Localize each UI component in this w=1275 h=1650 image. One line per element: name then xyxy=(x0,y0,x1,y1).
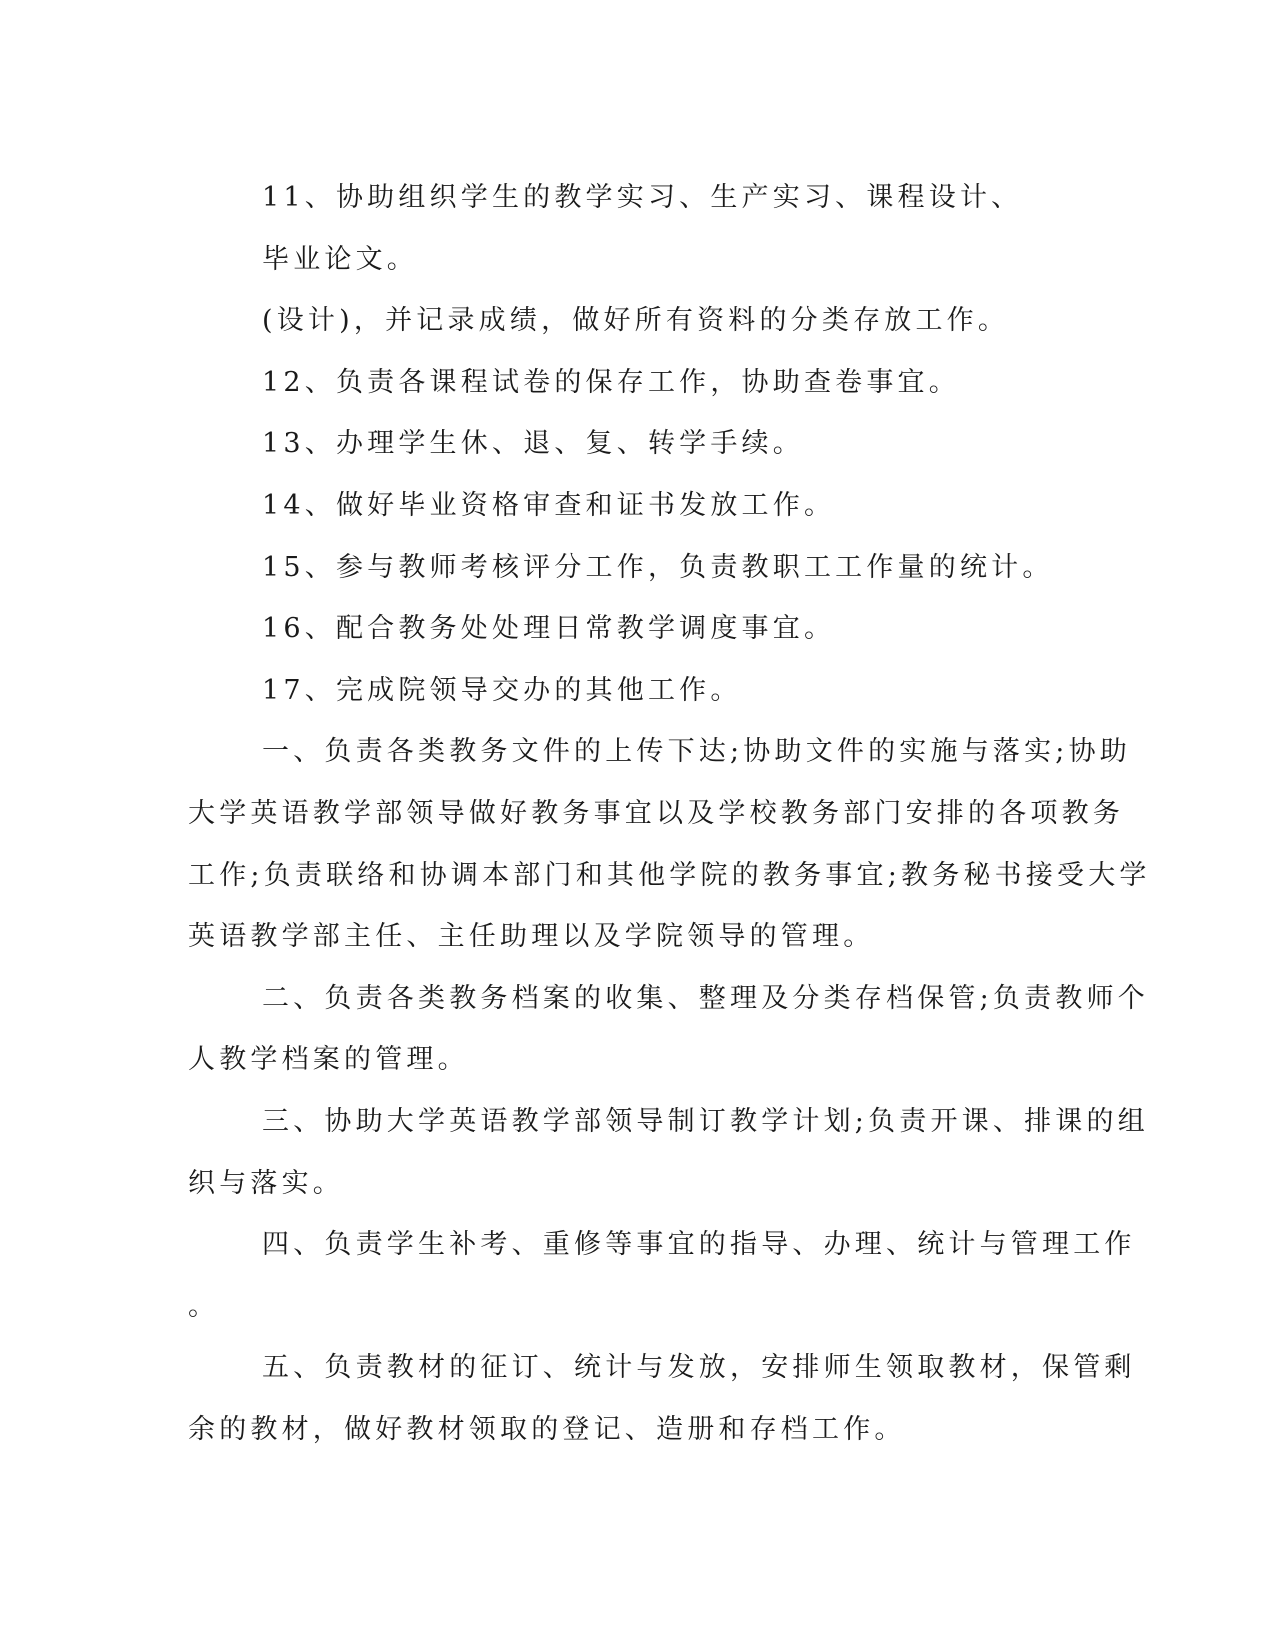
text-line: 工作;负责联络和协调本部门和其他学院的教务事宜;教务秘书接受大学 xyxy=(188,859,1151,891)
text-line: 大学英语教学部领导做好教务事宜以及学校教务部门安排的各项教务 xyxy=(188,797,1124,829)
text-line: 15、参与教师考核评分工作，负责教职工工作量的统计。 xyxy=(262,551,1054,583)
text-line: 余的教材，做好教材领取的登记、造册和存档工作。 xyxy=(188,1413,906,1445)
text-line: 14、做好毕业资格审查和证书发放工作。 xyxy=(262,489,836,521)
text-line: 。 xyxy=(188,1290,220,1322)
text-line: 英语教学部主任、主任助理以及学院领导的管理。 xyxy=(188,921,875,953)
text-line: 毕业论文。 xyxy=(262,243,418,275)
text-line: 11、协助组织学生的教学实习、生产实习、课程设计、 xyxy=(262,182,1023,213)
text-line: 四、负责学生补考、重修等事宜的指导、办理、统计与管理工作 xyxy=(262,1229,1136,1261)
text-line: (设计)，并记录成绩，做好所有资料的分类存放工作。 xyxy=(262,305,1010,337)
text-line: 三、协助大学英语教学部领导制订教学计划;负责开课、排课的组 xyxy=(262,1105,1149,1137)
text-line: 人教学档案的管理。 xyxy=(188,1044,469,1076)
text-line: 13、办理学生休、退、复、转学手续。 xyxy=(262,428,804,460)
text-line: 二、负责各类教务档案的收集、整理及分类存档保管;负责教师个 xyxy=(262,982,1149,1014)
text-line: 16、配合教务处处理日常教学调度事宜。 xyxy=(262,613,836,645)
text-line: 织与落实。 xyxy=(188,1167,344,1199)
text-line: 五、负责教材的征订、统计与发放，安排师生领取教材，保管剩 xyxy=(262,1352,1136,1384)
document-body xyxy=(188,167,1151,1460)
text-line: 17、完成院领导交办的其他工作。 xyxy=(262,674,742,706)
text-line: 12、负责各课程试卷的保存工作，协助查卷事宜。 xyxy=(262,366,960,398)
text-line: 一、负责各类教务文件的上传下达;协助文件的实施与落实;协助 xyxy=(262,736,1131,768)
